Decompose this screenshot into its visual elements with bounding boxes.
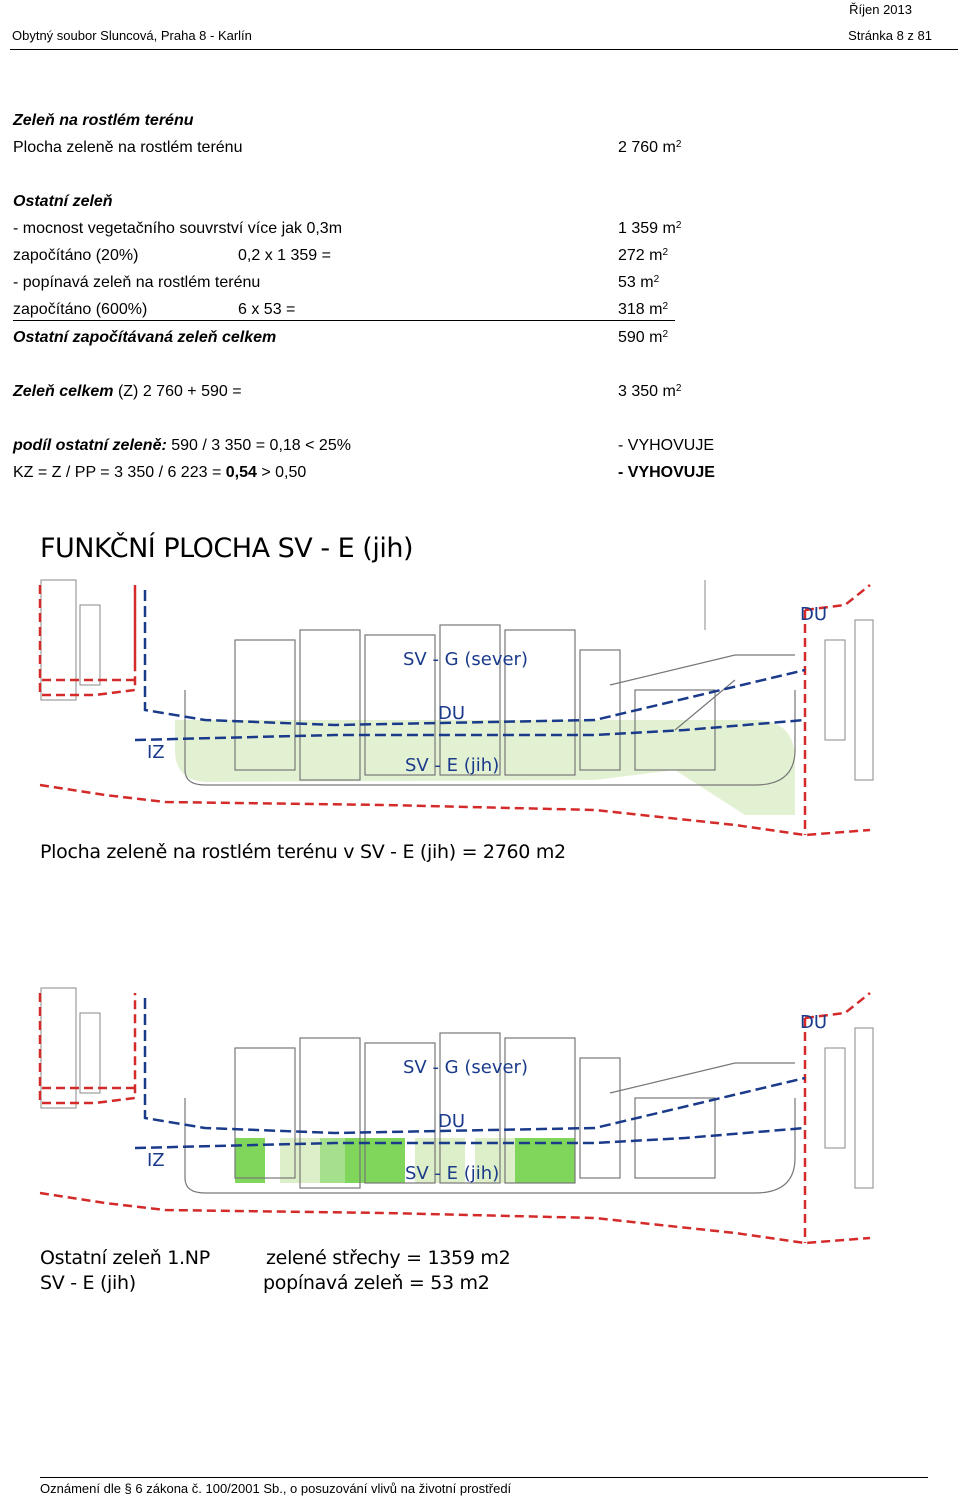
row-counted-20-value: 272 $m^2$	[618, 247, 669, 264]
caption-other-green-zone: SV - E (jih)	[40, 1272, 136, 1294]
site-plan-terrain	[35, 570, 875, 840]
label-du-east: DU	[800, 1012, 828, 1033]
row-other-green-total-label: Ostatní započítávaná zeleň celkem	[13, 329, 277, 346]
label-iz: IZ	[147, 1150, 165, 1171]
label-du-middle: DU	[438, 703, 466, 724]
footer-rule	[40, 1477, 928, 1478]
header-rule	[10, 49, 958, 50]
figure-title: FUNKČNÍ PLOCHA SV - E (jih)	[40, 533, 413, 564]
boundary-west	[40, 993, 135, 1103]
sum-rule	[13, 320, 675, 321]
row-share-label: podíl ostatní zeleně: 590 / 3 350 = 0,18 < 25%	[13, 437, 351, 454]
row-green-terrain-value: 2 760 $m^2$	[618, 139, 682, 156]
label-sv-g: SV - G (sever)	[403, 1057, 528, 1078]
row-counted-600-label: započítáno (600%)	[13, 301, 148, 318]
site-plan-other-green	[35, 978, 875, 1248]
row-counted-600-value: 318 $m^2$	[618, 301, 669, 318]
label-du-east: DU	[800, 604, 828, 625]
caption-other-green-title: Ostatní zeleň 1.NP	[40, 1247, 210, 1269]
row-green-terrain-label: Plocha zeleně na rostlém terénu	[13, 139, 243, 156]
label-sv-g: SV - G (sever)	[403, 649, 528, 670]
caption-climbing-green: popínavá zeleň = 53 m2	[263, 1272, 490, 1294]
row-vegetation-label: - mocnost vegetačního souvrství více jak 0,3m	[13, 220, 343, 237]
header-date: Říjen 2013	[849, 2, 912, 17]
label-sv-e: SV - E (jih)	[405, 755, 500, 776]
row-vegetation-value: 1 359 $m^2$	[618, 220, 682, 237]
header-page-number: Stránka 8 z 81	[848, 28, 932, 43]
row-counted-20-label: započítáno (20%)	[13, 247, 139, 264]
header-project: Obytný soubor Sluncová, Praha 8 - Karlín	[12, 28, 252, 43]
caption-terrain: Plocha zeleně na rostlém terénu v SV - E (jih) = 2760 m2	[40, 841, 566, 863]
footer-text: Oznámení dle § 6 zákona č. 100/2001 Sb., o posuzování vlivů na životní prostředí	[40, 1481, 512, 1496]
label-iz: IZ	[147, 742, 165, 763]
label-sv-e: SV - E (jih)	[405, 1163, 500, 1184]
row-kz-result: - VYHOVUJE	[618, 464, 715, 481]
caption-green-roofs: zelené střechy = 1359 m2	[266, 1247, 511, 1269]
section-title-green-terrain: Zeleň na rostlém terénu	[13, 112, 194, 129]
row-green-total-value: 3 350 $m^2$	[618, 383, 682, 400]
row-kz-label: KZ = Z / PP = 3 350 / 6 223 = 0,54 > 0,50	[13, 464, 307, 481]
label-du-middle: DU	[438, 1111, 466, 1132]
row-counted-600-calc: 6 x 53 =	[238, 301, 296, 318]
row-green-total-label: Zeleň celkem (Z) 2 760 + 590 =	[13, 383, 242, 400]
row-climbing-label: - popínavá zeleň na rostlém terénu	[13, 274, 261, 291]
row-climbing-value: 53 $m^2$	[618, 274, 660, 291]
row-share-result: - VYHOVUJE	[618, 437, 715, 454]
boundary-west	[40, 585, 135, 695]
section-title-other-green: Ostatní zeleň	[13, 193, 113, 210]
row-other-green-total-value: 590 $m^2$	[618, 329, 669, 346]
row-counted-20-calc: 0,2 x 1 359 =	[238, 247, 331, 264]
